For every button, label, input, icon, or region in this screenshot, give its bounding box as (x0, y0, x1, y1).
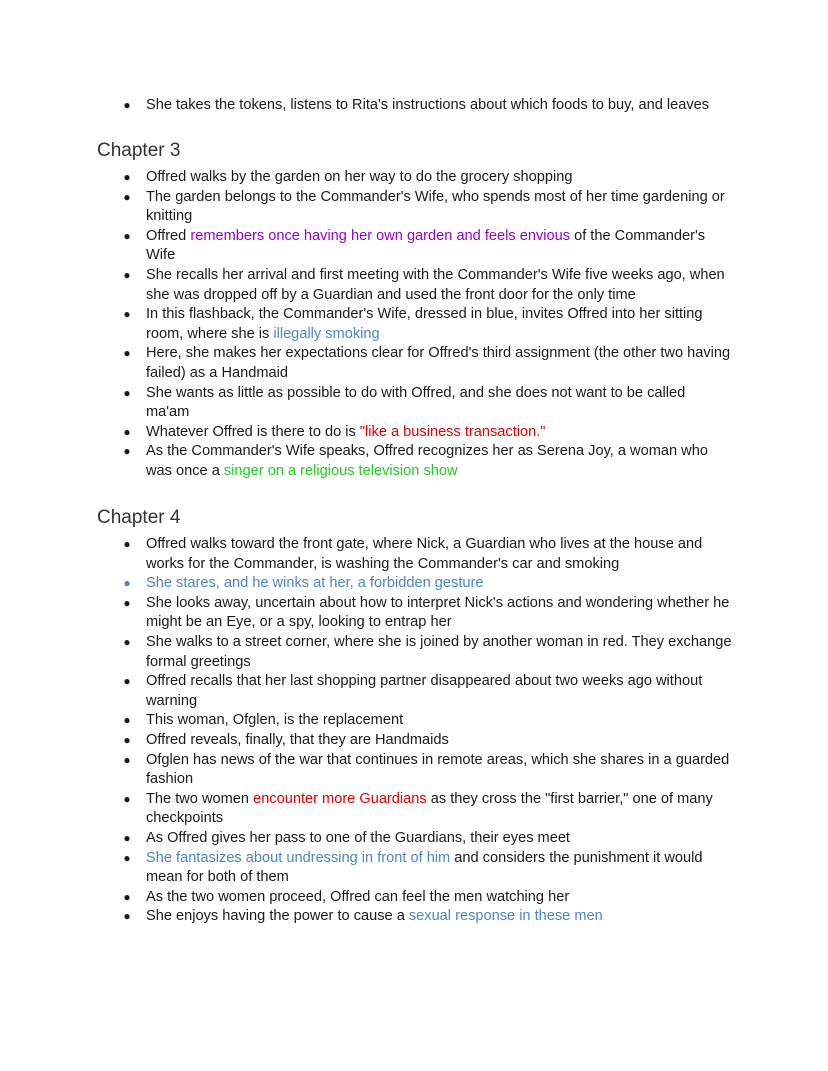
list-item (0, 384, 828, 423)
highlighted-text: singer on a religious television show (223, 462, 458, 479)
bullet-icon: ● (123, 889, 131, 904)
list-item (0, 907, 828, 927)
highlighted-text: She fantasizes about undressing in front of him (146, 849, 451, 866)
list-item-text: As Offred gives her pass to one of the Guardians, their eyes meet (146, 829, 570, 846)
bullet-icon: ● (123, 713, 131, 728)
highlighted-text: sexual response in these men (408, 908, 603, 925)
list-item-text: As the two women proceed, Offred can feel the men watching her (146, 888, 570, 905)
bullet-icon: ● (123, 228, 131, 243)
list-item-text: and considers the punishment it would mean for both of them (146, 849, 703, 886)
list-item-text: Whatever Offred is there to do is (146, 423, 360, 440)
list-item-text: She walks to a street corner, where she is joined by another woman in red. They exchange formal greetings (146, 633, 732, 670)
chapter-3-bullet-list (0, 168, 828, 482)
list-item-text: This woman, Ofglen, is the replacement (146, 712, 404, 729)
bullet-icon: ● (123, 267, 131, 282)
list-item (0, 344, 828, 383)
bullet-icon: ● (123, 732, 131, 747)
bullet-icon: ● (123, 576, 131, 591)
list-item (0, 731, 828, 751)
highlighted-text: She stares, and he winks at her, a forbidden gesture (146, 575, 484, 592)
list-item (0, 790, 828, 829)
list-item-text: of the Commander's Wife (146, 227, 706, 264)
list-item-text: Offred (146, 227, 191, 244)
bullet-icon: ● (123, 752, 131, 767)
bullet-icon: ● (123, 307, 131, 322)
list-item-text: The garden belongs to the Commander's Wife, who spends most of her time gardening or knitting (146, 188, 725, 225)
bullet-icon: ● (123, 537, 131, 551)
list-item (0, 574, 828, 594)
highlighted-text: "like a business transaction." (359, 423, 546, 440)
bullet-icon: ● (123, 346, 131, 361)
bullet-icon: ● (123, 674, 131, 689)
intro-bullet-list (0, 96, 828, 116)
bullet-icon: ● (123, 634, 131, 649)
list-item-text: As the Commander's Wife speaks, Offred recognizes her as Serena Joy, a woman who was once a (146, 443, 708, 479)
chapter-4-heading: Chapter 4 (97, 507, 181, 528)
list-item-text: Ofglen has news of the war that continues in remote areas, which she shares in a guarded fashion (146, 751, 730, 788)
list-item (0, 751, 828, 790)
list-item-text: Here, she makes her expectations clear for Offred's third assignment (the other two having failed) as a Handmaid (146, 345, 731, 381)
list-item (0, 188, 828, 227)
list-item (0, 672, 828, 711)
chapter-4-bullet-list (0, 535, 828, 927)
list-item-text: Offred walks toward the front gate, where Nick, a Guardian who lives at the house and works for the Commander, is washing the Commander's car and smoking (146, 536, 703, 572)
list-item-text: She wants as little as possible to do with Offred, and she does not want to be called ma'am (146, 384, 686, 421)
list-item-text: Offred reveals, finally, that they are Handmaids (146, 731, 449, 748)
list-item-text: as they cross the "first barrier," one of many checkpoints (146, 790, 713, 827)
bullet-icon: ● (123, 170, 131, 184)
list-item-text: The two women (146, 790, 254, 807)
list-item-text: She recalls her arrival and first meeting with the Commander's Wife five weeks ago, when she was dropped off by a Guardian and used the front door for the only time (146, 266, 725, 303)
highlighted-text: remembers once having her own garden and feels envious (190, 227, 571, 244)
bullet-icon: ● (123, 595, 131, 610)
bullet-icon: ● (123, 830, 131, 845)
list-item (0, 888, 828, 908)
list-item (0, 423, 828, 443)
highlighted-text: illegally smoking (273, 325, 380, 342)
list-item (0, 633, 828, 672)
bullet-icon: ● (123, 444, 131, 459)
list-item (0, 442, 828, 481)
bullet-icon: ● (123, 98, 131, 112)
list-item (0, 305, 828, 344)
bullet-icon: ● (123, 850, 131, 865)
highlighted-text: encounter more Guardians (253, 790, 427, 807)
list-item-text: She takes the tokens, listens to Rita's instructions about which foods to buy, and leaves (146, 97, 710, 113)
list-item (0, 168, 828, 188)
list-item-text: She enjoys having the power to cause a (146, 908, 409, 925)
list-item (0, 711, 828, 731)
chapter-3-heading: Chapter 3 (97, 140, 181, 161)
bullet-icon: ● (123, 791, 131, 806)
list-item (0, 227, 828, 266)
list-item (0, 266, 828, 305)
list-item-text: She looks away, uncertain about how to interpret Nick's actions and wondering whether he might be an Eye, or a spy, looking to entrap her (146, 594, 730, 631)
list-item (0, 594, 828, 633)
bullet-icon: ● (123, 189, 131, 204)
list-item (0, 96, 828, 116)
list-item (0, 849, 828, 888)
list-item-text: Offred recalls that her last shopping partner disappeared about two weeks ago without warning (146, 673, 703, 709)
list-item (0, 535, 828, 574)
bullet-icon: ● (123, 909, 131, 924)
list-item-text: In this flashback, the Commander's Wife, dressed in blue, invites Offred into her sitting room, where she is (146, 306, 703, 342)
bullet-icon: ● (123, 424, 131, 439)
list-item (0, 829, 828, 849)
bullet-icon: ● (123, 385, 131, 400)
list-item-text: Offred walks by the garden on her way to do the grocery shopping (146, 169, 573, 185)
